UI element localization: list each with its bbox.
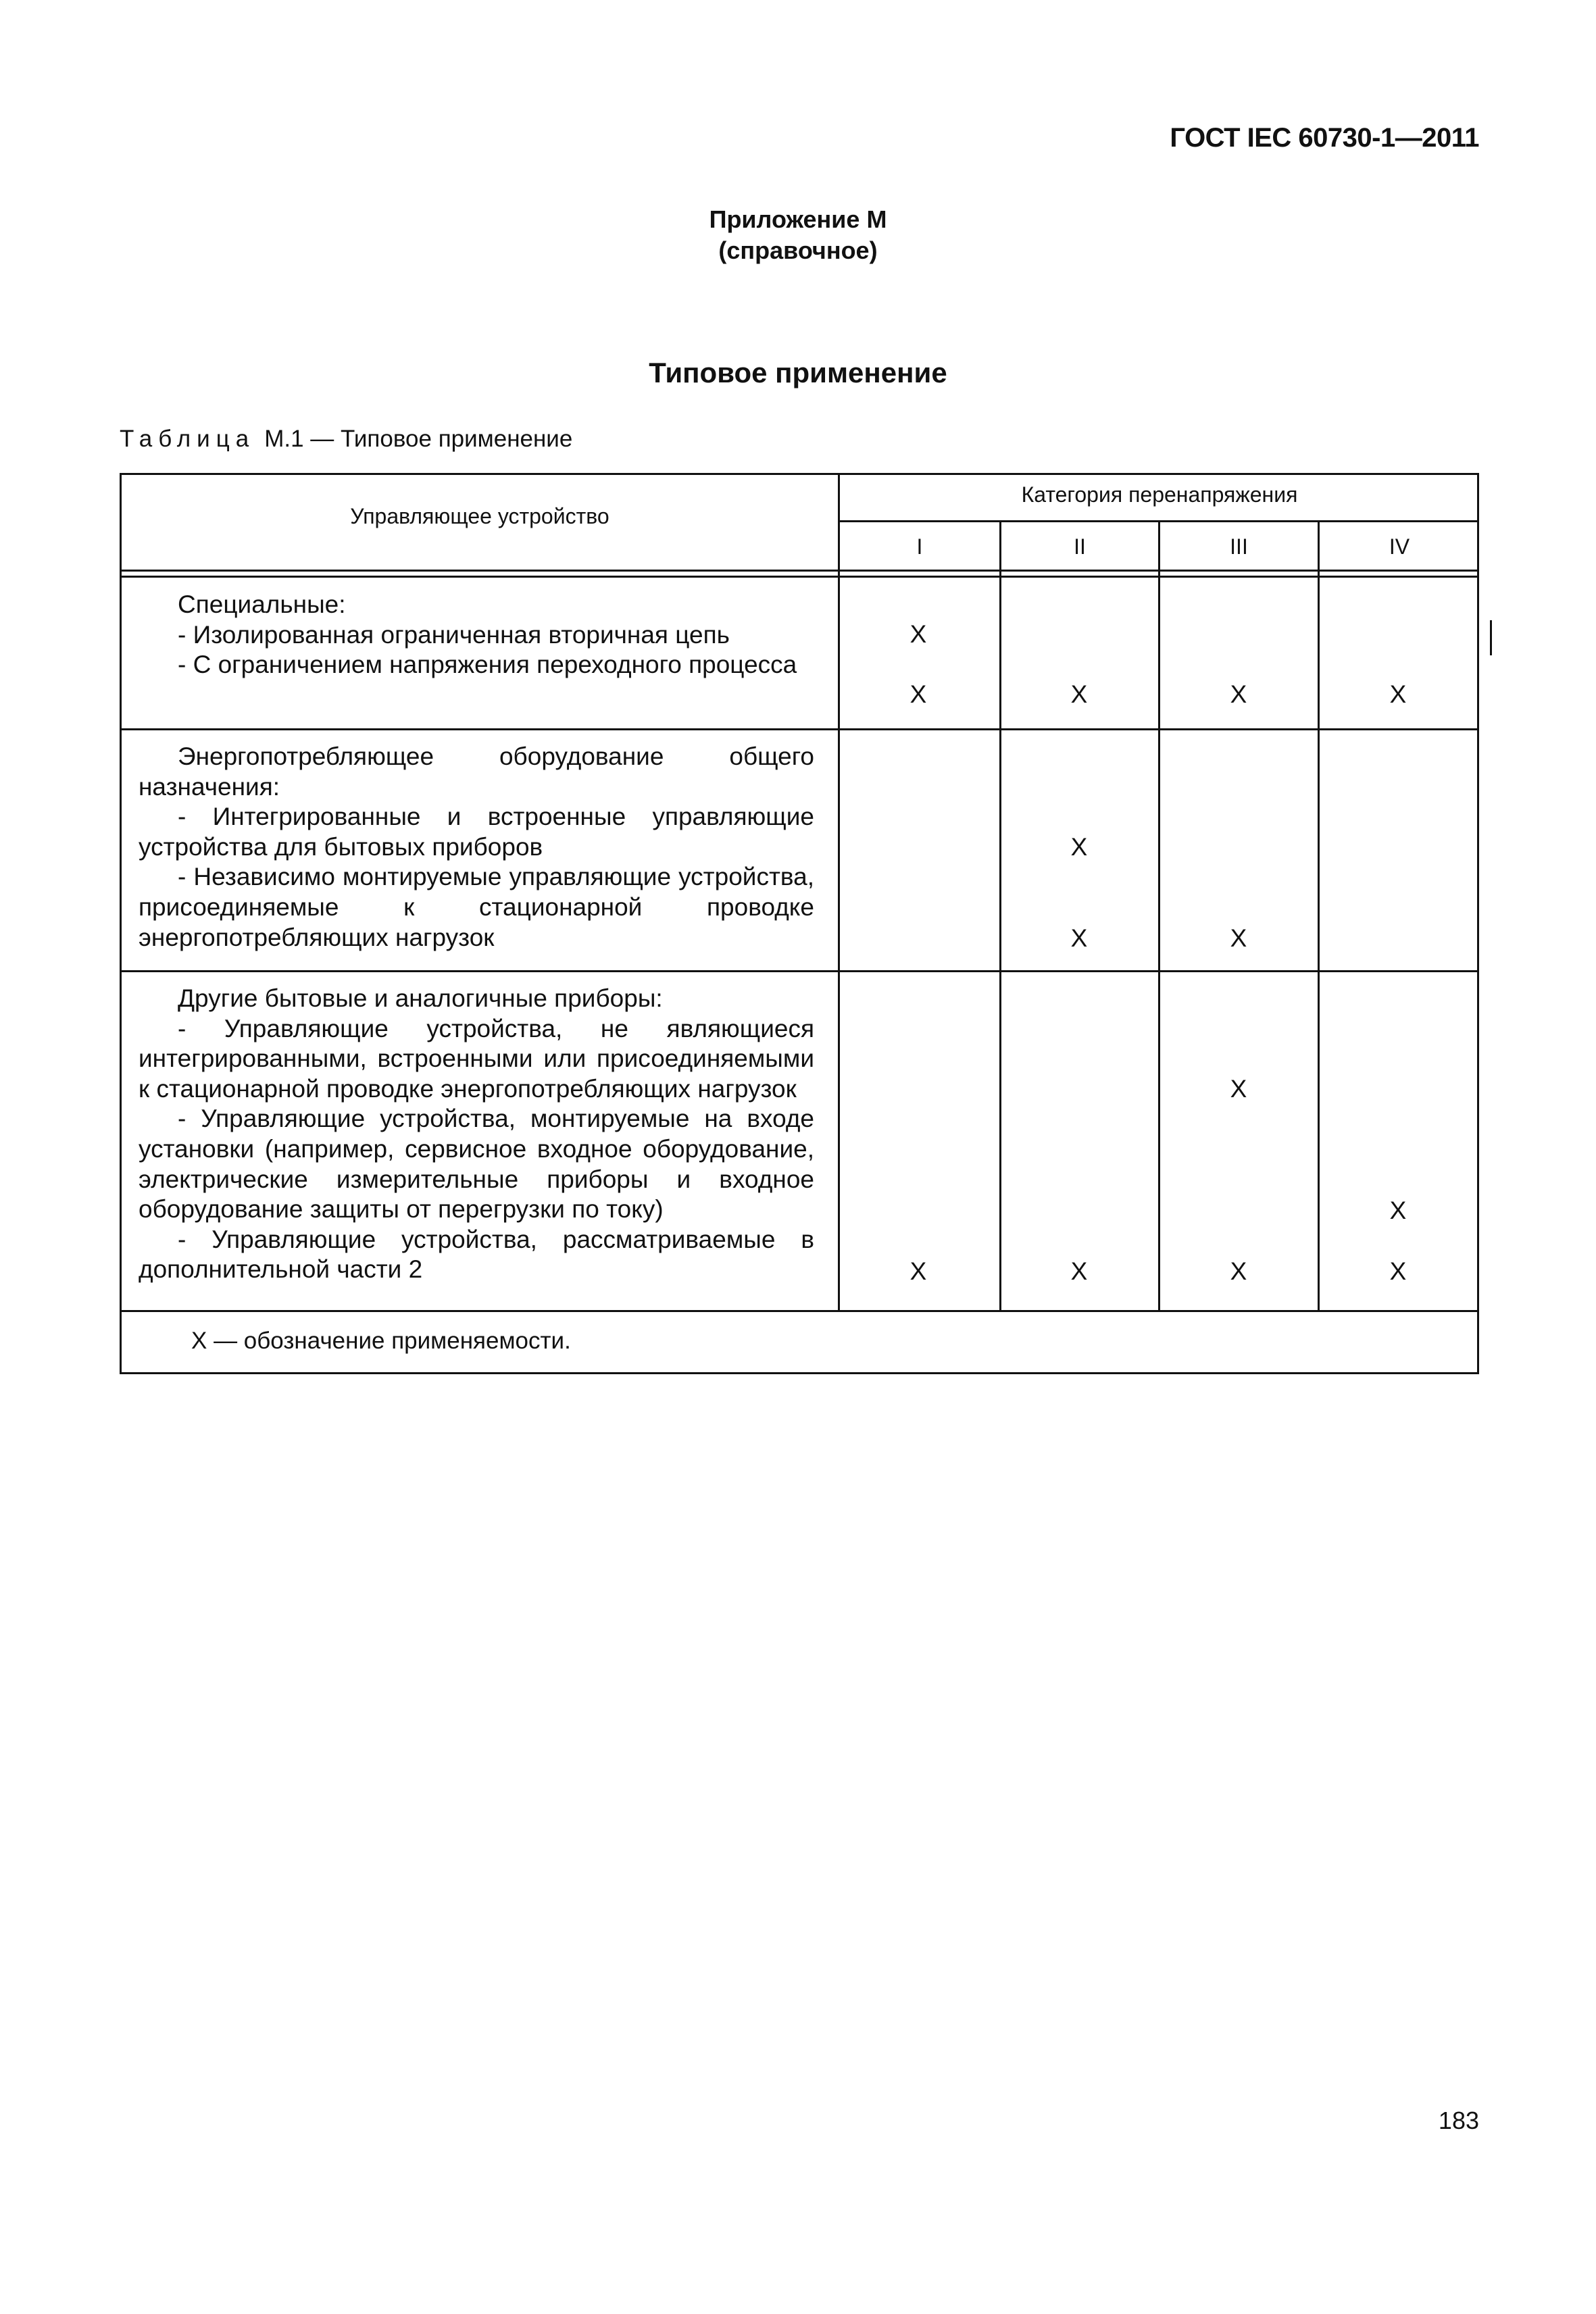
col-rule-device	[838, 473, 840, 1312]
change-bar	[1490, 620, 1492, 655]
group-item: - Интегрированные и встроенные управляющие устройства для бытовых приборов	[139, 803, 814, 861]
table-caption	[120, 426, 572, 453]
header-category-iii: III	[1230, 534, 1248, 559]
group-heading: Специальные:	[178, 590, 346, 618]
col-rule-2	[1158, 520, 1160, 1312]
document-code: ГОСТ IEC 60730-1—2011	[1170, 123, 1479, 153]
mark-r7-c2: X	[1070, 1257, 1088, 1285]
row-rule-2	[120, 970, 1479, 972]
row-rule-3	[120, 1310, 1479, 1312]
mark-r2-c4: X	[1389, 680, 1407, 708]
mark-r7-c3: X	[1230, 1257, 1247, 1285]
group-item: - Изолированная ограниченная вторичная цепь	[178, 620, 730, 649]
mark-r2-c1: X	[909, 680, 927, 708]
group-heading: Другие бытовые и аналогичные приборы:	[178, 984, 663, 1012]
group-heading: Энергопотребляющее оборудование общего назначения:	[139, 743, 814, 801]
mark-r5-c3: X	[1230, 1075, 1247, 1103]
header-device: Управляющее устройство	[350, 504, 609, 528]
table-caption-label: Таблица	[120, 426, 255, 452]
header-category-ii: II	[1074, 534, 1086, 559]
mark-r1-c1: X	[909, 620, 927, 648]
group-item: - Независимо монтируемые управляющие устройства, присоединяемые к стационарной проводке энергопотребляющих нагрузок	[139, 863, 814, 951]
col-rule-1	[999, 520, 1001, 1312]
group-item: - Управляющие устройства, монтируемые на входе установки (например, сервисное входное оборудование, электрические измерительные приборы и входное оборудование защиты от перегрузки по току)	[139, 1105, 814, 1224]
header-category-i: I	[916, 534, 923, 559]
mark-r2-c3: X	[1230, 680, 1247, 708]
annex-label: Приложение М	[709, 205, 887, 233]
col-rule-3	[1318, 520, 1320, 1312]
group-special-desc	[139, 590, 814, 680]
header-rule-bottom-2	[120, 576, 1479, 578]
group-item: - Управляющие устройства, рассматриваемые в дополнительной части 2	[139, 1225, 814, 1284]
mark-r4-c3: X	[1230, 924, 1247, 952]
mark-r6-c4: X	[1389, 1197, 1407, 1224]
table-legend: Х — обозначение применяемости.	[191, 1328, 571, 1354]
group-item: - Управляющие устройства, не являющиеся интегрированными, встроенными или присоединяемыми к стационарной проводке энергопотребляющих нагрузок	[139, 1014, 814, 1103]
row-rule-1	[120, 728, 1479, 730]
header-category-iv: IV	[1389, 534, 1410, 559]
mark-r2-c2: X	[1070, 680, 1088, 708]
mark-r7-c1: X	[909, 1257, 927, 1285]
page-number: 183	[1438, 2107, 1479, 2134]
header-category: Категория перенапряжения	[1021, 482, 1298, 507]
header-rule-bottom-1	[120, 570, 1479, 572]
annex-title	[0, 204, 1596, 266]
mark-r7-c4: X	[1389, 1257, 1407, 1285]
group-item: - С ограничением напряжения переходного процесса	[178, 651, 797, 679]
group-general-desc	[139, 742, 814, 953]
section-title: Типовое применение	[649, 357, 947, 388]
mark-r3-c2: X	[1070, 833, 1088, 861]
mark-r4-c2: X	[1070, 924, 1088, 952]
table-caption-text: М.1 — Типовое применение	[264, 426, 573, 452]
annex-type: (справочное)	[718, 236, 878, 264]
group-household-desc	[139, 984, 814, 1285]
